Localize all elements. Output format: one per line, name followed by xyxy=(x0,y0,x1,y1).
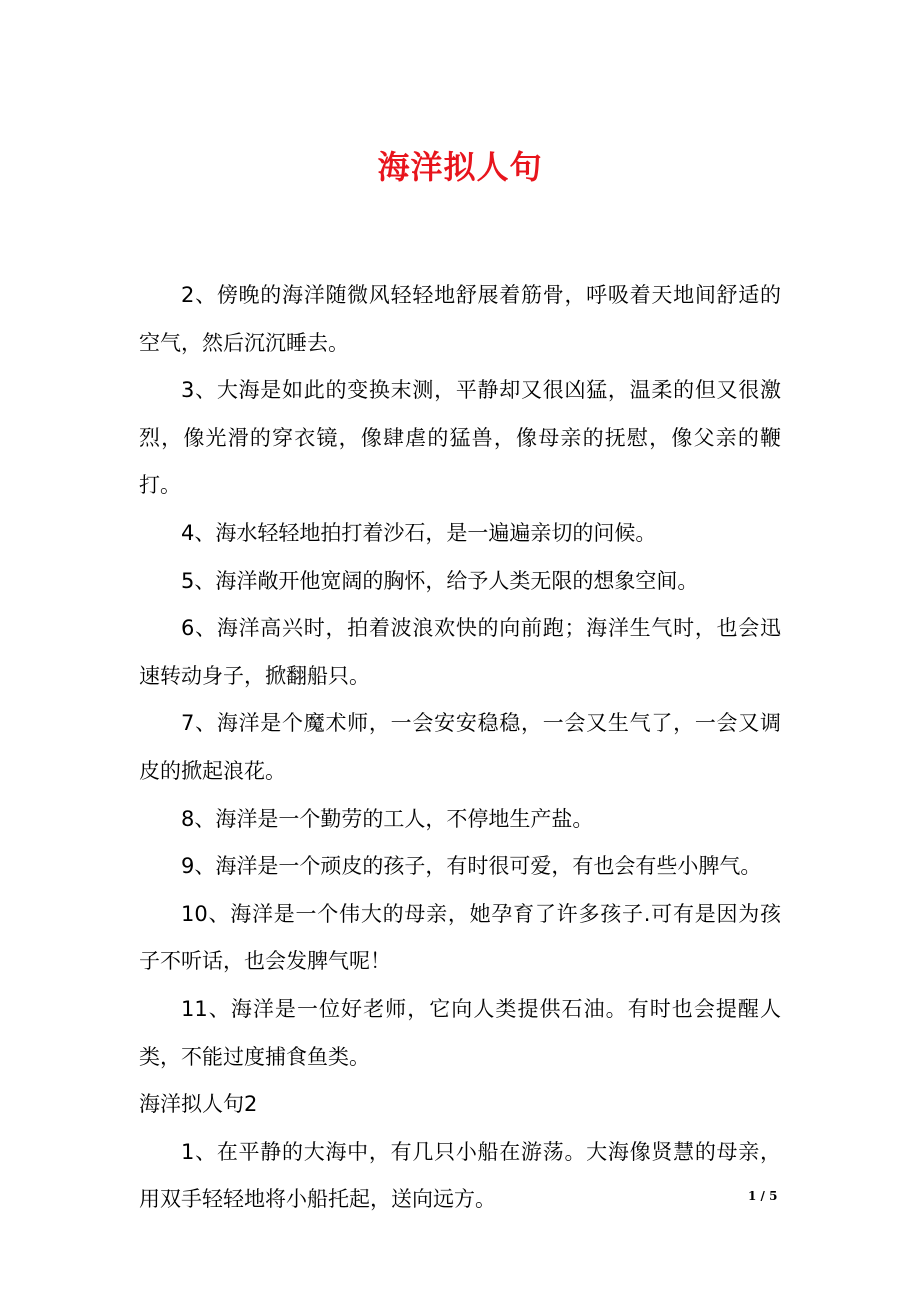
paragraph: 2、傍晚的海洋随微风轻轻地舒展着筋骨，呼吸着天地间舒适的空气，然后沉沉睡去。 xyxy=(139,283,781,355)
page-number: 1 / 5 xyxy=(748,1189,778,1203)
document-title: 海洋拟人句 xyxy=(377,148,543,186)
paragraph: 7、海洋是个魔术师，一会安安稳稳，一会又生气了，一会又调皮的掀起浪花。 xyxy=(139,711,781,783)
paragraph: 9、海洋是一个顽皮的孩子，有时很可爱，有也会有些小脾气。 xyxy=(181,854,762,879)
paragraph: 8、海洋是一个勤劳的工人，不停地生产盐。 xyxy=(181,806,594,831)
paragraph: 1、在平静的大海中，有几只小船在游荡。大海像贤慧的母亲，用双手轻轻地将小船托起，送向远方。 xyxy=(139,1139,781,1212)
paragraph: 10、海洋是一个伟大的母亲，她孕育了许多孩子.可有是因为孩子不听话，也会发脾气呢！ xyxy=(139,901,781,974)
section-heading: 海洋拟人句2 xyxy=(139,1092,258,1117)
paragraph: 11、海洋是一位好老师，它向人类提供石油。有时也会提醒人类，不能过度捕食鱼类。 xyxy=(139,996,781,1069)
document-body xyxy=(139,272,781,1224)
paragraph: 4、海水轻轻地拍打着沙石，是一遍遍亲切的问候。 xyxy=(181,520,657,545)
paragraph: 6、海洋高兴时，拍着波浪欢快的向前跑；海洋生气时，也会迅速转动身子，掀翻船只。 xyxy=(139,616,781,688)
paragraph: 5、海洋敞开他宽阔的胸怀，给予人类无限的想象空间。 xyxy=(181,568,699,593)
paragraph: 3、大海是如此的变换末测，平静却又很凶猛，温柔的但又很激烈，像光滑的穿衣镜，像肆虐的猛兽，像母亲的抚慰，像父亲的鞭打。 xyxy=(139,378,781,498)
